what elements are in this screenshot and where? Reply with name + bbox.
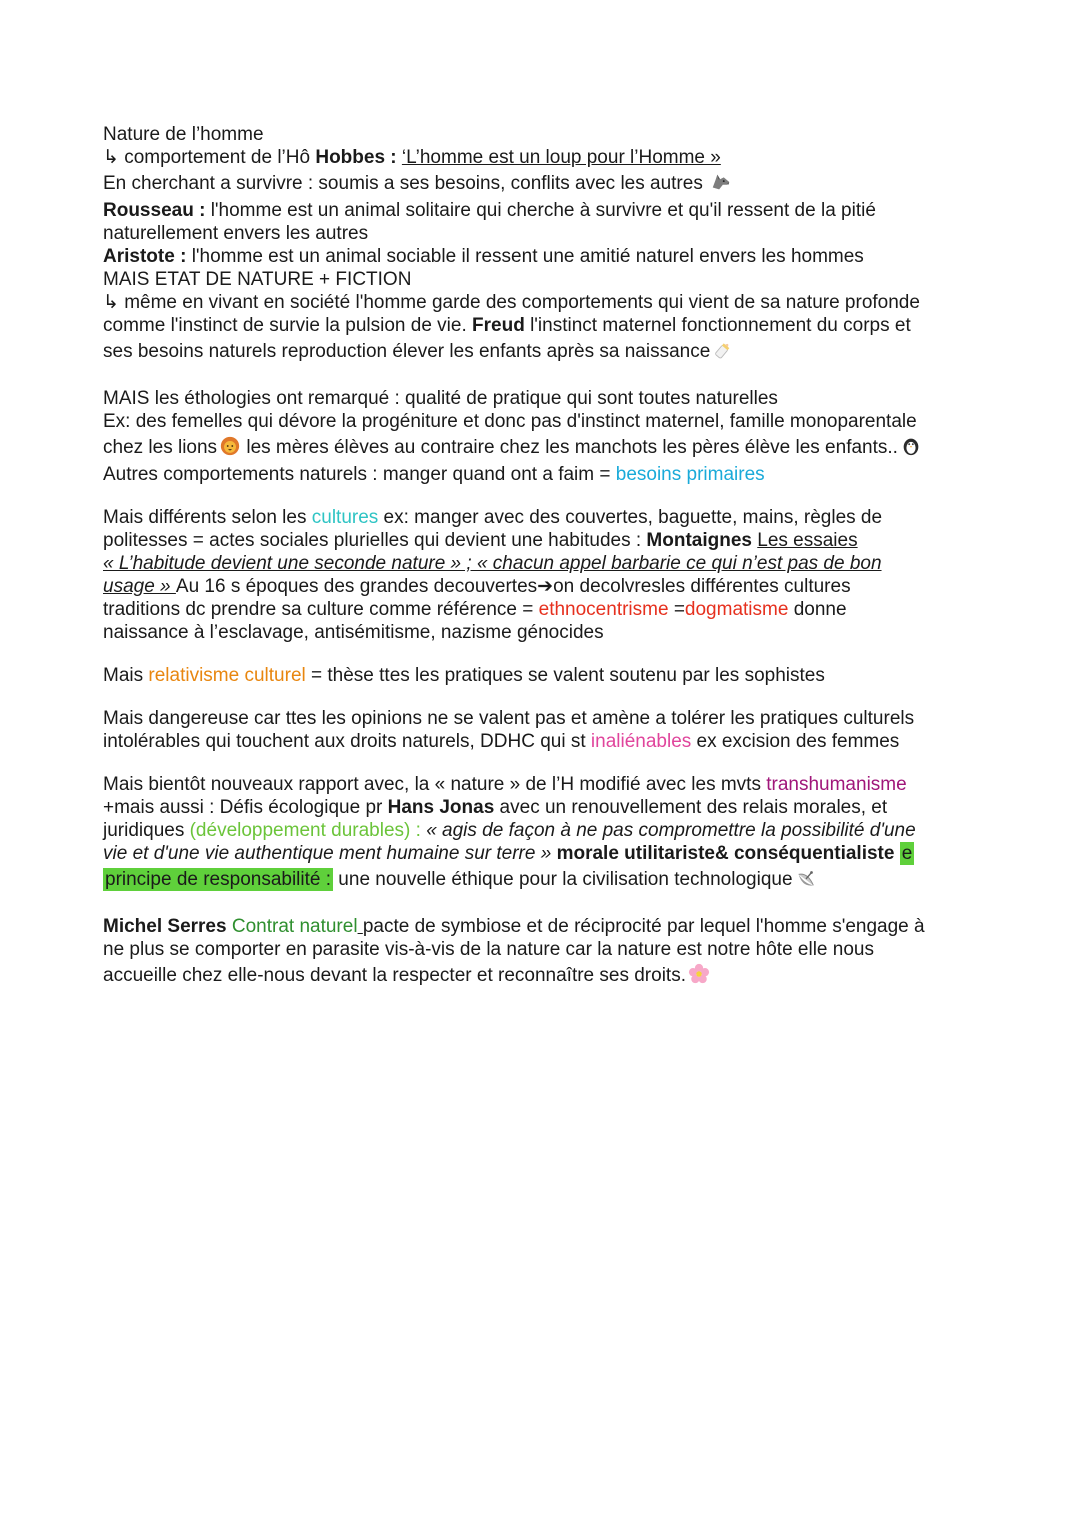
freud-line: comme l'instinct de survie la pulsion de vie. Freud l'instinct maternel fonctionnement du corps et xyxy=(103,315,911,336)
contrat-naturel-term: Contrat naturel xyxy=(231,916,358,937)
morale-utilitariste-term: morale utilitariste& conséquentialiste xyxy=(556,843,900,864)
aristote-name: Aristote : xyxy=(103,246,192,267)
michel-serres-line: Michel Serres Contrat naturel pacte de symbiose et de réciprocité par lequel l'homme s'engage à xyxy=(103,916,925,937)
droits-line: accueille chez elle-nous devant la respecter et reconnaître ses droits. xyxy=(103,961,988,991)
penguin-icon xyxy=(900,435,922,457)
besoins-naturels-line: ses besoins naturels reproduction élever les enfants après sa naissance xyxy=(103,337,988,367)
dogmatisme-term: dogmatisme xyxy=(684,599,789,620)
montaignes-name: Montaignes xyxy=(646,530,752,551)
paragraph-relativisme xyxy=(103,664,988,687)
ddhc-line: intolérables qui touchent aux droits naturels, DDHC qui st inaliénables ex excision des femmes xyxy=(103,731,900,752)
femelles-line: Ex: des femelles qui dévore la progéniture et donc pas d'instinct maternel, famille monoparentale xyxy=(103,411,917,432)
etat-de-nature-line: MAIS ETAT DE NATURE + FICTION xyxy=(103,269,412,290)
responsabilite-line: principe de responsabilité : une nouvelle éthique pour la civilisation technologique xyxy=(103,865,988,895)
besoins-primaires-term: besoins primaires xyxy=(615,464,765,485)
heading-nature-de-l-homme: Nature de l’homme xyxy=(103,124,264,145)
paragraph-ethologies xyxy=(103,387,988,486)
lions-manchots-line: chez les lions les mères élèves au contraire chez les manchots les pères élève les enfants.. xyxy=(103,433,988,463)
paragraph-nature-de-l-homme xyxy=(103,123,988,367)
rousseau-line: Rousseau : l'homme est un animal solitaire qui cherche à survivre et qu'il ressent de la pitié xyxy=(103,200,876,221)
esclavage-line: naissance à l’esclavage, antisémitisme, nazisme génocides xyxy=(103,622,604,643)
notes-content xyxy=(103,123,988,1011)
morale-line: vie et d'une vie authentique ment humaine sur terre » morale utilitariste& conséquentialiste e xyxy=(103,843,913,864)
michel-serres-name: Michel Serres xyxy=(103,916,227,937)
ethnocentrisme-line: traditions dc prendre sa culture comme référence = ethnocentrisme =dogmatisme donne xyxy=(103,599,847,620)
aristote-line: Aristote : l'homme est un animal sociable il ressent une amitié naturel envers les hommes xyxy=(103,246,864,267)
transhumanisme-line: Mais bientôt nouveaux rapport avec, la « nature » de l’H modifié avec les mvts transhumanisme xyxy=(103,774,907,795)
jonas-quote: « agis de façon à ne pas compromettre la possibilité d'une xyxy=(426,820,916,841)
ethnocentrisme-term: ethnocentrisme xyxy=(538,599,669,620)
parasite-line: ne plus se comporter en parasite vis-à-vis de la nature car la nature est notre hôte elle nous xyxy=(103,939,874,960)
developpement-durables-term: (développement durables) : xyxy=(189,820,427,841)
survivre-line: En cherchant a survivre : soumis a ses besoins, conflits avec les autres xyxy=(103,169,988,199)
freud-name: Freud xyxy=(472,315,525,336)
comportements-naturels-line: Autres comportements naturels : manger quand ont a faim = besoins primaires xyxy=(103,464,765,485)
flower-icon xyxy=(688,963,710,985)
arrow-icon: ↳ xyxy=(103,292,119,313)
cultures-term: cultures xyxy=(311,507,379,528)
rousseau-line-2: naturellement envers les autres xyxy=(103,223,369,244)
les-essaies-title: Les essaies xyxy=(757,530,858,551)
satellite-dish-icon xyxy=(795,867,817,889)
relativisme-culturel-term: relativisme culturel xyxy=(148,665,306,686)
hans-jonas-name: Hans Jonas xyxy=(387,797,495,818)
wolf-icon xyxy=(710,171,732,193)
paragraph-cultures xyxy=(103,506,988,644)
hobbes-line: ↳ comportement de l’Hô Hobbes : ‘L’homme est un loup pour l’Homme » xyxy=(103,147,721,168)
montaignes-line: politesses = actes sociales plurielles qui devient une habitudes : Montaignes Les essaies xyxy=(103,530,858,551)
cultures-line: Mais différents selon les cultures ex: manger avec des couvertes, baguette, mains, règles de xyxy=(103,507,883,528)
hans-jonas-line: +mais aussi : Défis écologique pr Hans Jonas avec un renouvellement des relais morales, et xyxy=(103,797,888,818)
transhumanisme-term: transhumanisme xyxy=(766,774,907,795)
baby-bottle-icon xyxy=(712,339,734,361)
ethologies-line: MAIS les éthologies ont remarqué : qualité de pratique qui sont toutes naturelles xyxy=(103,388,778,409)
principe-de-responsabilite-highlight: principe de responsabilité : xyxy=(105,869,332,890)
hobbes-name: Hobbes : xyxy=(315,147,402,168)
hobbes-quote: ‘L’homme est un loup pour l’Homme » xyxy=(401,147,721,168)
right-arrow-icon: ➔ xyxy=(537,576,554,597)
habitude-quote: « L’habitude devient une seconde nature » ; « chacun appel barbarie ce qui n’est pas de bon xyxy=(103,553,882,574)
paragraph-transhumanisme xyxy=(103,773,988,895)
lion-icon xyxy=(219,435,241,457)
inalienables-term: inaliénables xyxy=(590,731,692,752)
dangereuse-line: Mais dangereuse car ttes les opinions ne se valent pas et amène a tolérer les pratiques culturels xyxy=(103,708,915,729)
paragraph-michel-serres xyxy=(103,915,988,991)
relativisme-line: Mais relativisme culturel = thèse ttes les pratiques se valent soutenu par les sophistes xyxy=(103,665,825,686)
decouvertes-line: usage » Au 16 s époques des grandes decouvertes➔on decolvresles différentes cultures xyxy=(103,576,851,597)
rousseau-name: Rousseau : xyxy=(103,200,211,221)
paragraph-dangereuse xyxy=(103,707,988,753)
highlight-e: e xyxy=(901,843,913,864)
developpement-line: juridiques (développement durables) : « agis de façon à ne pas compromettre la possibilité d'une xyxy=(103,820,916,841)
societe-line: ↳ même en vivant en société l'homme garde des comportements qui vient de sa nature profonde xyxy=(103,292,920,313)
arrow-icon: ↳ xyxy=(103,147,119,168)
